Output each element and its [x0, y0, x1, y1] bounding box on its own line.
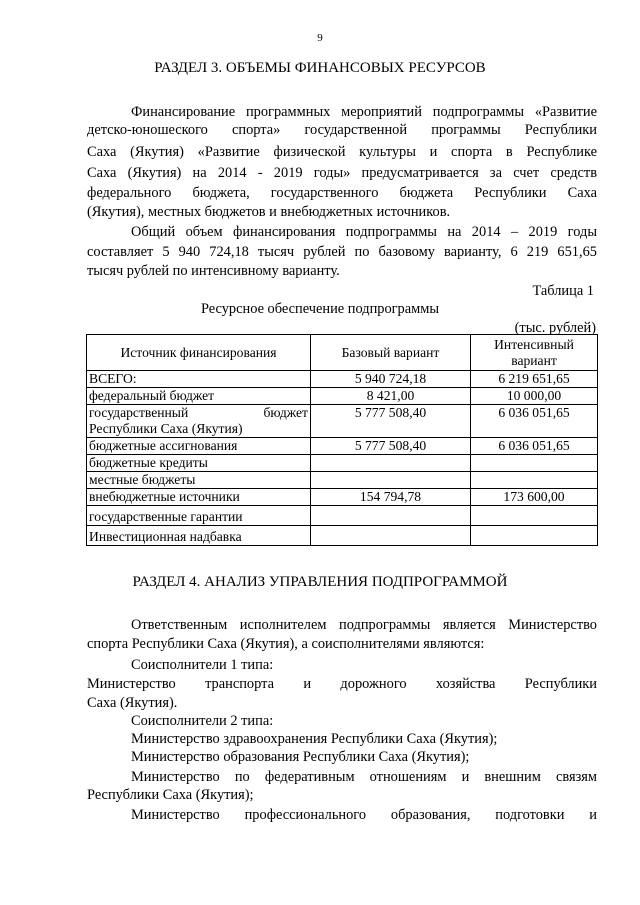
- row-intensive: 6 036 051,65: [471, 438, 598, 455]
- header-intensive-line2: вариант: [511, 352, 557, 368]
- table-row: [87, 455, 598, 472]
- table-row: [87, 526, 598, 546]
- s4-line-5: Саха (Якутия).: [87, 695, 178, 711]
- section-4-title: РАЗДЕЛ 4. АНАЛИЗ УПРАВЛЕНИЯ ПОДПРОГРАММОЙ: [132, 574, 508, 590]
- para1-line-2: детско-юношеского спорта» государственной программы Республики: [87, 122, 597, 138]
- section-3-title: РАЗДЕЛ 3. ОБЪЕМЫ ФИНАНСОВЫХ РЕСУРСОВ: [154, 60, 486, 76]
- table-units: (тыс. рублей): [514, 320, 596, 336]
- s4-line-4: Министерство транспорта и дорожного хозяйства Республики: [87, 676, 597, 692]
- row-base: 5 777 508,40: [311, 405, 471, 438]
- row-base: [311, 506, 471, 526]
- table-label: Таблица 1: [532, 283, 594, 299]
- row-intensive: 173 600,00: [471, 489, 598, 506]
- row-source: государственные гарантии: [87, 506, 311, 526]
- row-intensive: 6 219 651,65: [471, 371, 598, 388]
- s4-line-1: Ответственным исполнителем подпрограммы является Министерство: [131, 617, 597, 633]
- table-row: [87, 472, 598, 489]
- row-source-line2: Республики Саха (Якутия): [89, 421, 243, 436]
- header-intensive-line1: Интенсивный: [494, 336, 574, 352]
- row-base: [311, 472, 471, 489]
- row-base: 154 794,78: [311, 489, 471, 506]
- para1-line-1: Финансирование программных мероприятий подпрограммы «Развитие: [131, 104, 597, 120]
- table-header-row: [87, 335, 598, 371]
- row-intensive: [471, 526, 598, 546]
- s4-line-8: Министерство образования Республики Саха (Якутия);: [131, 749, 470, 765]
- header-base: Базовый вариант: [311, 335, 471, 371]
- table-row: [87, 489, 598, 506]
- s4-line-2: спорта Республики Саха (Якутия), а соисполнителями являются:: [87, 636, 485, 652]
- row-intensive: 10 000,00: [471, 388, 598, 405]
- row-source: бюджетные ассигнования: [87, 438, 311, 455]
- row-intensive: [471, 455, 598, 472]
- row-source: ВСЕГО:: [87, 371, 311, 388]
- row-base: [311, 526, 471, 546]
- row-source-line1: государственный бюджет: [89, 405, 308, 420]
- s4-line-3: Соисполнители 1 типа:: [131, 657, 274, 673]
- para1-line-6: (Якутия), местных бюджетов и внебюджетных источников.: [87, 204, 451, 220]
- para2-line-2: составляет 5 940 724,18 тысяч рублей по базовому варианту, 6 219 651,65: [87, 244, 597, 260]
- row-source: внебюджетные источники: [87, 489, 311, 506]
- table-row: [87, 506, 598, 526]
- row-base: [311, 455, 471, 472]
- table-row: [87, 438, 598, 455]
- row-source: местные бюджеты: [87, 472, 311, 489]
- row-source: бюджетные кредиты: [87, 455, 311, 472]
- row-intensive: 6 036 051,65: [471, 405, 598, 438]
- row-source: [87, 405, 311, 438]
- s4-line-11: Министерство профессионального образования, подготовки и: [131, 807, 597, 823]
- table-row: [87, 388, 598, 405]
- para1-line-3: Саха (Якутия) «Развитие физической культуры и спорта в Республике: [87, 144, 597, 160]
- header-source: Источник финансирования: [87, 335, 311, 371]
- row-intensive: [471, 472, 598, 489]
- para1-line-5: федерального бюджета, государственного бюджета Республики Саха: [87, 185, 597, 201]
- row-source: Инвестиционная надбавка: [87, 526, 311, 546]
- header-intensive: [471, 335, 598, 371]
- row-source: федеральный бюджет: [87, 388, 311, 405]
- table-caption: Ресурсное обеспечение подпрограммы: [200, 301, 440, 317]
- s4-line-6: Соисполнители 2 типа:: [131, 713, 274, 729]
- para2-line-1: Общий объем финансирования подпрограммы на 2014 – 2019 годы: [131, 224, 597, 240]
- para2-line-3: тысяч рублей по интенсивному варианту.: [87, 263, 340, 279]
- row-intensive: [471, 506, 598, 526]
- para1-line-4: Саха (Якутия) на 2014 - 2019 годы» предусматривается за счет средств: [87, 165, 597, 181]
- row-base: 5 940 724,18: [311, 371, 471, 388]
- row-base: 8 421,00: [311, 388, 471, 405]
- table-row: [87, 405, 598, 438]
- s4-line-9: Министерство по федеративным отношениям и внешним связям: [131, 769, 597, 785]
- s4-line-7: Министерство здравоохранения Республики Саха (Якутия);: [131, 731, 498, 747]
- row-base: 5 777 508,40: [311, 438, 471, 455]
- s4-line-10: Республики Саха (Якутия);: [87, 787, 254, 803]
- resource-table: [86, 334, 598, 546]
- page-number: 9: [317, 32, 323, 44]
- table-row: [87, 371, 598, 388]
